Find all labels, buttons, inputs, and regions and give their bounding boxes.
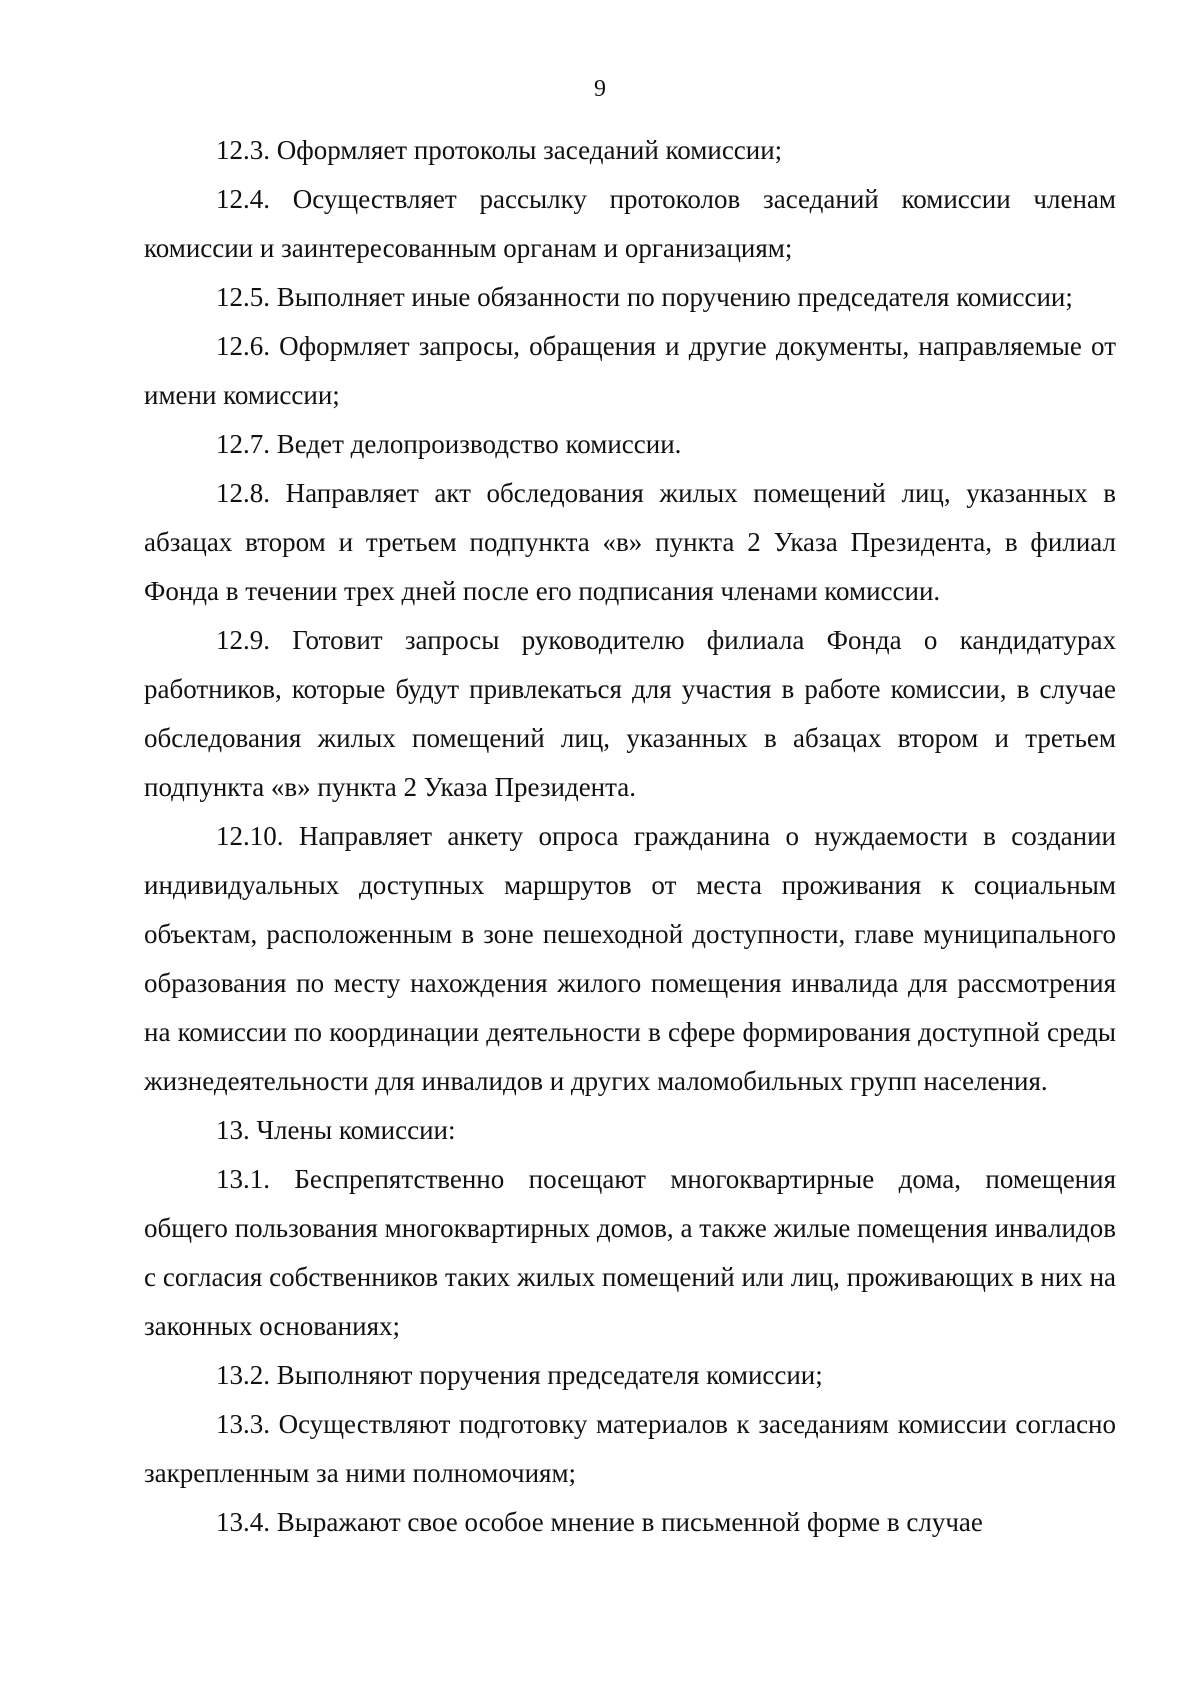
paragraph-13-4: 13.4. Выражают свое особое мнение в письменной форме в случае [216, 1507, 983, 1537]
paragraph-13: 13. Члены комиссии: [216, 1115, 456, 1145]
paragraph-12-10: 12.10. Направляет анкету опроса гражданина о нуждаемости в создании индивидуальных доступных маршрутов от места проживания к социальным объектам, расположенным в зоне пешеходной доступности, главе муниципального образования по месту нахождения жилого помещения инвалида для рассмотрения на комиссии по координации деятельности в сфере формирования доступной среды жизнедеятельности для инвалидов и других маломобильных групп населения. [144, 821, 1116, 1096]
paragraph-12-9: 12.9. Готовит запросы руководителю филиала Фонда о кандидатурах работников, которые будут привлекаться для участия в работе комиссии, в случае обследования жилых помещений лиц, указанных в абзацах втором и третьем подпункта «в» пункта 2 Указа Президента. [144, 625, 1116, 802]
paragraph-13-2: 13.2. Выполняют поручения председателя комиссии; [216, 1360, 823, 1390]
paragraph-12-3: 12.3. Оформляет протоколы заседаний комиссии; [216, 135, 783, 165]
page-number: 9 [594, 76, 606, 102]
paragraph-12-5: 12.5. Выполняет иные обязанности по поручению председателя комиссии; [216, 282, 1073, 312]
paragraph-12-6: 12.6. Оформляет запросы, обращения и другие документы, направляемые от имени комиссии; [144, 331, 1116, 410]
paragraph-13-1: 13.1. Беспрепятственно посещают многоквартирные дома, помещения общего пользования многоквартирных домов, а также жилые помещения инвалидов с согласия собственников таких жилых помещений или лиц, проживающих в них на законных основаниях; [144, 1164, 1116, 1341]
paragraph-12-7: 12.7. Ведет делопроизводство комиссии. [216, 429, 682, 459]
paragraph-13-3: 13.3. Осуществляют подготовку материалов к заседаниям комиссии согласно закрепленным за ними полномочиям; [144, 1409, 1116, 1488]
paragraph-12-4: 12.4. Осуществляет рассылку протоколов заседаний комиссии членам комиссии и заинтересованным органам и организациям; [144, 184, 1116, 263]
document-body [144, 126, 1116, 1547]
paragraph-12-8: 12.8. Направляет акт обследования жилых помещений лиц, указанных в абзацах втором и третьем подпункта «в» пункта 2 Указа Президента, в филиал Фонда в течении трех дней после его подписания членами комиссии. [144, 478, 1116, 606]
